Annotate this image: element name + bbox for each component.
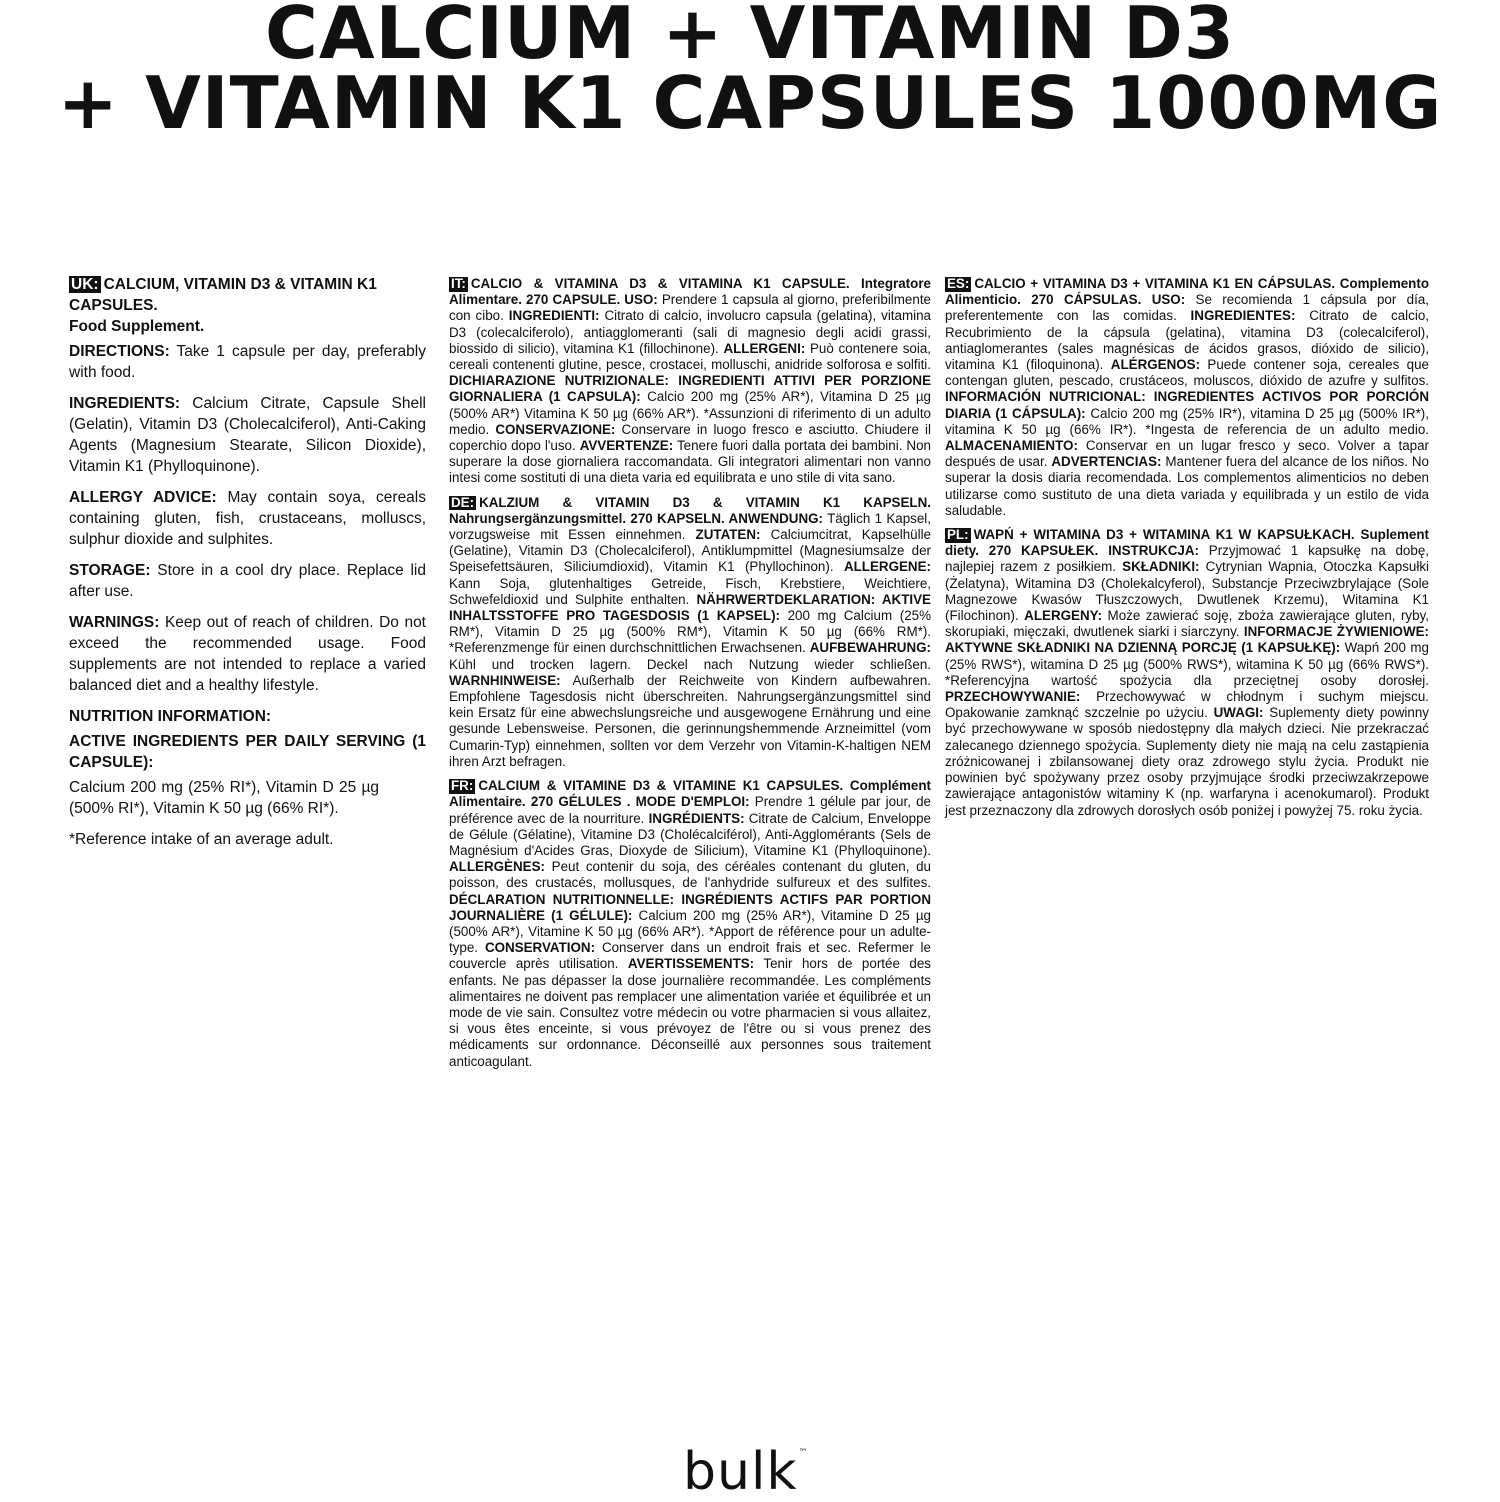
product-title (0, 0, 1500, 145)
it-language-tag: IT: (451, 276, 466, 291)
fr-language-tag: FR: (451, 778, 474, 794)
de-language-tag: DE: (451, 494, 475, 510)
it-label-section: IT: CALCIO & VITAMINA D3 & VITAMINA K1 CAPSULE. Integratore Alimentare. 270 CAPSULE. USO: Prendere 1 capsula al giorno, preferibilmente con cibo. INGREDIENTI: Citrato di calcio, involucro capsula (gelatina), vitamina D3 (colecalciferolo), antiagglomeranti (sali di magnesio degli acidi grassi, biossido di silicio), vitamina K1 (fillochinone). ALLERGENI: Può contenere soia, cereali contenenti glutine, pesce, crostacei, molluschi, anidride solforosa e solfiti. DICHIARAZIONE NUTRIZIONALE: INGREDIENTI ATTIVI PER PORZIONE GIORNALIERA (1 CAPSULA): Calcio 200 mg (25% AR*), Vitamina D 25 µg (500% AR*) Vitamina K 50 µg (66% AR*). *Assunzioni di riferimento di un adulto medio. CONSERVAZIONE: Conservare in luogo fresco e asciutto. Chiudere il coperchio dopo l'uso. AVVERTENZE: Tenere fuori dalla portata dei bambini. Non superare la dose giornaliera raccomandata. Gli integratori alimentari non vanno intesi come sostituti di una dieta varia ed equilibrata e uno stile di vita sano. (449, 276, 931, 486)
trademark-symbol: ™ (798, 1448, 809, 1458)
title-line-1: CALCIUM + VITAMIN D3 (264, 0, 1236, 75)
pl-language-tag: PL: (947, 527, 969, 543)
es-language-tag: ES: (947, 276, 970, 291)
uk-storage: STORAGE: Store in a cool dry place. Replace lid after use. (69, 562, 426, 600)
uk-heading: CALCIUM, VITAMIN D3 & VITAMIN K1 CAPSULES. (69, 276, 377, 314)
uk-active-ingredients: Calcium 200 mg (25% RI*), Vitamin D 25 µg (500% RI*), Vitamin K 50 µg (66% RI*). (69, 779, 379, 817)
fr-label-section: FR: CALCIUM & VITAMINE D3 & VITAMINE K1 CAPSULES. Complément Alimentaire. 270 GÉLULES . MODE D'EMPLOI: Prendre 1 gélule par jour, de préférence avec de la nourriture. INGRÉDIENTS: Citrate de Calcium, Enveloppe de Gélule (Gélatine), Vitamine D3 (Cholécalciférol), Anti-Agglomérants (Sels de Magnésium d'Acides Gras, Dioxyde de Silicium), Vitamine K1 (Phylloquinone). ALLERGÈNES: Peut contenir du soja, des céréales contenant du gluten, du poisson, des crustacés, mollusques, de l'anhydride sulfureux et des sulfites. DÉCLARATION NUTRITIONNELLE: INGRÉDIENTS ACTIFS PAR PORTION JOURNALIÈRE (1 GÉLULE): Calcium 200 mg (25% AR*), Vitamine D 25 µg (500% AR*), Vitamine K 50 µg (66% AR*). *Apport de référence pour un adulte-type. CONSERVATION: Conserver dans un endroit frais et sec. Refermer le couvercle après utilisation. AVERTISSEMENTS: Tenir hors de portée des enfants. Ne pas dépasser la dose journalière recommandée. Les compléments alimentaires ne doivent pas remplacer une alimentation variée et équilibrée et un mode de vie sain. Consultez votre médecin ou votre pharmacien si vous allaitez, si vous êtes enceinte, si vous prévoyez de l'être ou si vous prenez des médicaments sur ordonnance. Déconseillé aux personnes sous traitement anticoagulant. (449, 778, 931, 1069)
uk-directions: DIRECTIONS: Take 1 capsule per day, preferably with food. (69, 343, 426, 381)
uk-label-section (69, 274, 426, 860)
de-label-section: DE: KALZIUM & VITAMIN D3 & VITAMIN K1 KAPSELN. Nahrungsergänzungsmittel. 270 KAPSELN. ANWENDUNG: Täglich 1 Kapsel, vorzugsweise mit Essen einnehmen. ZUTATEN: Calciumcitrat, Kapselhülle (Gelatine), Vitamin D3 (Cholecalciferol), Antiklumpmittel (Magnesiumsalze der Speisefettsäuren, Siliciumdioxid), Vitamin K1 (Phyllochinon). ALLERGENE: Kann Soja, glutenhaltiges Getreide, Fisch, Krebstiere, Weichtiere, Schwefeldioxid und Sulphite enthalten. NÄHRWERTDEKLARATION: AKTIVE INHALTSSTOFFE PRO TAGESDOSIS (1 KAPSEL): 200 mg Calcium (25% RM*), Vitamin D 25 µg (500% RM*), Vitamin K 50 µg (66% RM*). *Referenzmenge für einen durchschnittlichen Erwachsenen. AUFBEWAHRUNG: Kühl und trocken lagern. Deckel nach Nutzung wieder schließen. WARNHINWEISE: Außerhalb der Reichweite von Kindern aufbewahren. Empfohlene Tagesdosis nicht überschreiten. Nahrungsergänzungsmittel sind kein Ersatz für eine abwechslungsreiche und ausgewogene Ernährung und eine gesunde Lebensweise. Personen, die gerinnungshemmende Arzneimittel (vom Cumarin-Typ) einnehmen, sollten vor dem Verzehr von Vitamin-K-haltigen NEM ihren Arzt befragen. (449, 494, 931, 769)
uk-warnings: WARNINGS: Keep out of reach of children. Do not exceed the recommended usage. Food supplements are not intended to replace a varied balanced diet and a healthy lifestyle. (69, 614, 426, 694)
uk-subheading: Food Supplement. (69, 318, 205, 335)
uk-ingredients: INGREDIENTS: Calcium Citrate, Capsule Shell (Gelatin), Vitamin D3 (Cholecalciferol), Anti-Caking Agents (Magnesium Stearate, Silicon Dioxide), Vitamin K1 (Phylloquinone). (69, 395, 426, 475)
bulk-logo: bulk™ (683, 1442, 809, 1502)
es-label-section: ES: CALCIO + VITAMINA D3 + VITAMINA K1 EN CÁPSULAS. Complemento Alimenticio. 270 CÁPSULAS. USO: Se recomienda 1 cápsula por día, preferentemente con las comidas. INGREDIENTES: Citrato de calcio, Recubrimiento de la cápsula (gelatina), vitamina D3 (colecalciferol), antiaglomerantes (sales magnésicas de ácidos grasos, dióxido de silicio), vitamina K1 (filoquinona). ALÉRGENOS: Puede contener soja, cereales que contengan gluten, pescado, crustáceos, moluscos, dióxido de azufre y sulfitos. INFORMACIÓN NUTRICIONAL: INGREDIENTES ACTIVOS POR PORCIÓN DIARIA (1 CÁPSULA): Calcio 200 mg (25% IR*), vitamina D 25 µg (500% IR*), vitamina K 50 µg (66% IR*). *Ingesta de referencia de un adulto medio. ALMACENAMIENTO: Conservar en un lugar fresco y seco. Volver a tapar después de usar. ADVERTENCIAS: Mantener fuera del alcance de los niños. No superar la dosis diaria recomendada. Los complementos alimenticios no deben utilizarse como sustituto de una dieta variada y equilibrada y un estilo de vida saludable. (945, 276, 1430, 518)
title-line-2: + VITAMIN K1 CAPSULES 1000MG (57, 61, 1443, 145)
pl-label-section: PL: WAPŃ + WITAMINA D3 + WITAMINA K1 W KAPSUŁKACH. Suplement diety. 270 KAPSUŁEK. INSTRUKCJA: Przyjmować 1 kapsułkę na dobę, najlepiej razem z posiłkiem. SKŁADNIKI: Cytrynian Wapnia, Otoczka Kapsułki (Żelatyna), Witamina D3 (Cholekalcyferol), Substancje Przeciwzbrylające (Sole Magnezowe Kwasów Tłuszczowych, Dwutlenek Krzemu), Witamina K1 (Filochinon). ALERGENY: Może zawierać soję, zboża zawierające gluten, ryby, skorupiaki, mięczaki, dwutlenek siarki i siarczyny. INFORMACJE ŻYWIENIOWE: AKTYWNE SKŁADNIKI NA DZIENNĄ PORCJĘ (1 KAPSUŁKĘ): Wapń 200 mg (25% RWS*), witamina D 25 µg (500% RWS*), witamina K 50 µg (66% RWS*). *Referencyjna wartość spożycia dla przeciętnej osoby dorosłej. PRZECHOWYWANIE: Przechowywać w chłodnym i suchym miejscu. Opakowanie zamknąć szczelnie po użyciu. UWAGI: Suplementy diety powinny być przechowywane w sposób niedostępny dla małych dzieci. Nie przekraczać zalecanego dziennego spożycia. Suplementy diety nie mają na celu zastąpienia zróżnicowanej i zbilansowanej diety oraz zdrowego stylu życia. Produkt nie powinien być spożywany przez osoby przyjmujące środki przeciwzakrzepowe zawierające antagonistów witaminy K (np. warfaryna i acenokumarol). Produkt jest przeznaczony dla zdrowych dorosłych osób poniżej i powyżej 75. roku życia. (945, 527, 1429, 818)
middle-column (449, 276, 931, 1078)
uk-allergy-advice: ALLERGY ADVICE: May contain soya, cereals containing gluten, fish, crustaceans, molluscs, sulphur dioxide and sulphites. (69, 489, 426, 548)
uk-active-ingredients-heading: ACTIVE INGREDIENTS PER DAILY SERVING (1 CAPSULE): (69, 733, 426, 771)
right-column (945, 276, 1429, 827)
uk-language-tag: UK: (71, 276, 99, 293)
uk-reference-note: *Reference intake of an average adult. (69, 831, 334, 848)
uk-nutrition-heading: NUTRITION INFORMATION: (69, 708, 272, 725)
